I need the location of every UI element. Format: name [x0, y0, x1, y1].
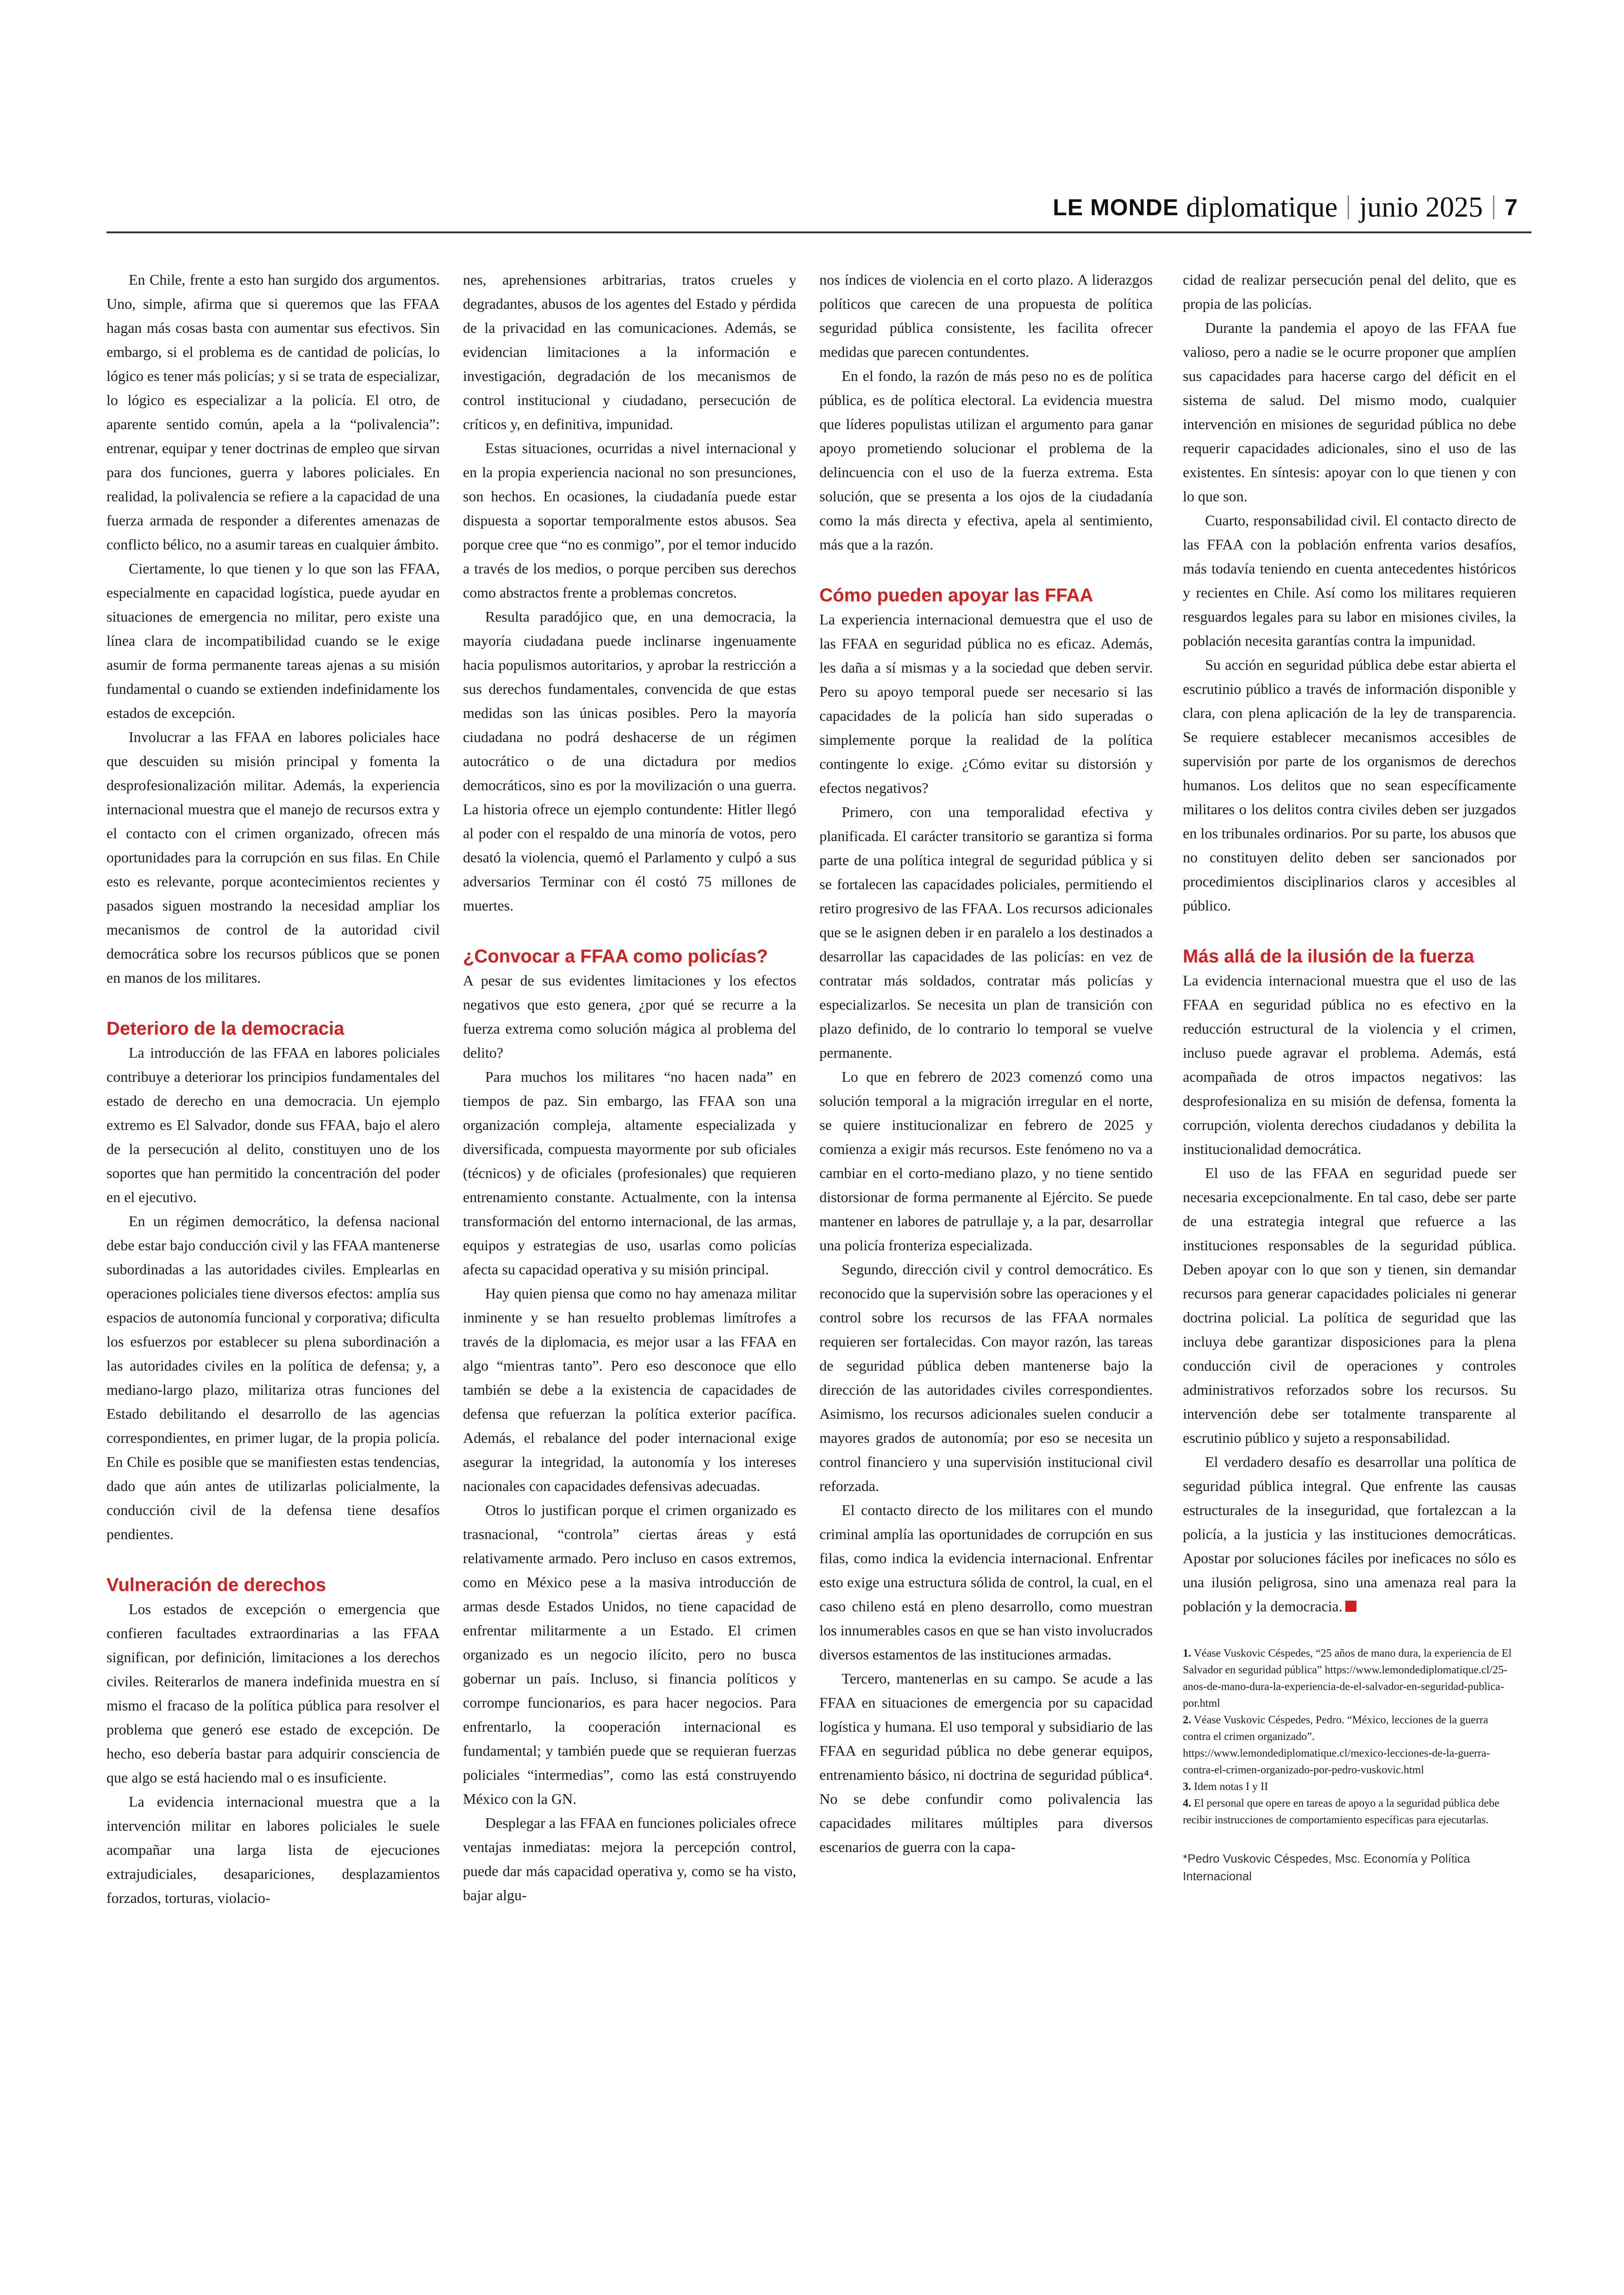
paragraph-text: La introducción de las FFAA en labores policiales contribuye a deteriorar los principios fundamentales del estado de derecho en una democracia. Un ejemplo extremo es El Salvador, donde sus FFAA, bajo el alero de la persecución al delito, constituyen uno de los soportes que han permitido la concentración del poder en el ejecutivo. [106, 1044, 440, 1205]
paragraph [1183, 653, 1516, 917]
footnote-text: Véase Vuskovic Céspedes, Pedro. “México, lecciones de la guerra contra el crimen organizado”. https://www.lemondediplomatique.cl/mexico-lecciones-de-la-guerra-contra-el-crimen-organizado-por-pedro-vuskovic.html [1183, 1714, 1490, 1776]
paragraph [106, 1209, 440, 1546]
paragraph [819, 364, 1153, 556]
paragraph-text: Tercero, mantenerlas en su campo. Se acude a las FFAA en situaciones de emergencia por su capacidad logística y humana. El uso temporal y subsidiario de las FFAA en seguridad pública no debe generar equipos, entrenamiento básico, ni doctrina de seguridad pública⁴. No se debe confundir como polivalencia las capacidades militares múltiples para diversos escenarios de guerra con la capa- [819, 1670, 1153, 1855]
paragraph-text: La evidencia internacional muestra que a la intervención militar en labores policiales le suele acompañar una larga lista de ejecuciones extrajudiciales, desapariciones, desplazamientos forzados, torturas, violacio- [106, 1793, 440, 1906]
paragraph [463, 268, 796, 436]
paragraph [106, 1041, 440, 1209]
footnote [1183, 1778, 1516, 1795]
paragraph-text: Para muchos los militares “no hacen nada” en tiempos de paz. Sin embargo, las FFAA son una organización compleja, altamente especializada y diversificada, compuesta mayormente por sub oficiales (técnicos) y de oficiales (profesionales) que requieren entrenamiento constante. Actualmente, con la intensa transformación del entorno internacional, de las armas, equipos y estrategias de uso, usarlas como policías afecta su capacidad operativa y su misión principal. [463, 1068, 796, 1278]
paragraph-text: Primero, con una temporalidad efectiva y planificada. El carácter transitorio se garantiza si forma parte de una política integral de seguridad pública y si se fortalecen las capacidades policiales, permitiendo el retiro progresivo de las FFAA. Los recursos adicionales que se le asignen deben ir en paralelo a los destinados a desarrollar las capacidades de las policías: en vez de contratar más soldados, contratar más policías y especializarlos. Se necesita un plan de transición con plazo definido, de lo contrario lo temporal se vuelve permanente. [819, 804, 1153, 1061]
footnote-number: 2. [1183, 1714, 1191, 1726]
paragraph-text: La evidencia internacional muestra que el uso de las FFAA en seguridad pública no es efectivo en la reducción estructural de la violencia y el crimen, incluso puede agravar el problema. Además, está acompañada de otros impactos negativos: las desprofesionaliza en su misión de defensa, fomenta la corrupción, violenta derechos ciudadanos y debilita la institucionalidad democrática. [1183, 972, 1516, 1157]
paragraph [819, 1666, 1153, 1859]
paragraph-text: En Chile, frente a esto han surgido dos argumentos. Uno, simple, afirma que si queremos que las FFAA hagan más cosas basta con aumentar sus efectivos. Sin embargo, si el problema es de cantidad de policías, lo lógico es tener más policías; y si se trata de especializar, lo lógico es especializar a la policía. El otro, de aparente sentido común, apela a la “polivalencia”: entrenar, equipar y tener doctrinas de empleo que sirvan para dos funciones, guerra y labores policiales. En realidad, la polivalencia se refiere a la capacidad de una fuerza armada de responder a diferentes amenazas de conflicto bélico, no a asumir tareas en cualquier ámbito. [106, 271, 440, 553]
heading-text: Cómo pueden apoyar las FFAA [819, 585, 1093, 605]
paragraph [1183, 1450, 1516, 1618]
footnote [1183, 1645, 1516, 1712]
paragraph [819, 1498, 1153, 1666]
paragraph [106, 556, 440, 725]
section-heading [819, 583, 1153, 607]
paragraph-text: El verdadero desafío es desarrollar una política de seguridad pública integral. Que enfrente las causas estructurales de la inseguridad, que fortalezcan a la policía, a la justicia y las instituciones democráticas. Apostar por soluciones fáciles por ineficaces no sólo es una ilusión peligrosa, sino una amenaza real para la población y la democracia. [1183, 1453, 1516, 1615]
end-of-article-mark [1345, 1601, 1356, 1612]
footnote-number: 4. [1183, 1797, 1191, 1809]
paragraph-text: nes, aprehensiones arbitrarias, tratos crueles y degradantes, abusos de los agentes del Estado y pérdida de la privacidad en las comunicaciones. Además, se evidencian limitaciones a la información e investigación, degradación de los mecanismos de control institucional y ciudadano, persecución de críticos y, en definitiva, impunidad. [463, 271, 796, 432]
column-4-body [1183, 268, 1516, 1618]
section-heading [1183, 944, 1516, 968]
paragraph-text: Desplegar a las FFAA en funciones policiales ofrece ventajas inmediatas: mejora la percepción control, puede dar más capacidad operativa y, como se ha visto, bajar algu- [463, 1815, 796, 1903]
paragraph-text: Estas situaciones, ocurridas a nivel internacional y en la propia experiencia nacional no son presunciones, son hechos. En ocasiones, la ciudadanía puede estar dispuesta a soportar temporalmente estos abusos. Sea porque cree que “no es conmigo”, por el temor inducido a través de los medios, o porque perciben sus derechos como abstractos frente a problemas concretos. [463, 440, 796, 601]
article-column-3 [819, 268, 1153, 1859]
paragraph [106, 268, 440, 556]
paragraph [106, 1597, 440, 1790]
paragraph [1183, 508, 1516, 653]
paragraph-text: nos índices de violencia en el corto plazo. A liderazgos políticos que carecen de una propuesta de política seguridad pública consistente, les facilita ofrecer medidas que parecen contundentes. [819, 271, 1153, 360]
paragraph-text: A pesar de sus evidentes limitaciones y los efectos negativos que esto genera, ¿por qué se recurre a la fuerza extrema como solución mágica al problema del delito? [463, 972, 796, 1061]
header-separator [1493, 195, 1494, 219]
paragraph-text: cidad de realizar persecución penal del delito, que es propia de las policías. [1183, 271, 1516, 312]
article-column-1 [106, 268, 440, 1910]
paragraph [463, 968, 796, 1065]
heading-text: Vulneración de derechos [106, 1575, 326, 1595]
paragraph [819, 268, 1153, 364]
paragraph-text: La experiencia internacional demuestra que el uso de las FFAA en seguridad pública no es eficaz. Además, les daña a sí mismas y a la sociedad que deben servir. Pero su apoyo temporal puede ser necesario si las capacidades de la policía han sido superadas o simplemente porque la realidad de la política contingente lo exige. ¿Cómo evitar su distorsión y efectos negativos? [819, 611, 1153, 796]
paragraph-text: Involucrar a las FFAA en labores policiales hace que descuiden su misión principal y fomenta la desprofesionalización militar. Además, la experiencia internacional muestra que el manejo de recursos extra y el contacto con el crimen organizado, ofrecen más oportunidades para la corrupción en sus filas. En Chile esto es relevante, porque acontecimientos recientes y pasados siguen mostrando la necesidad ampliar los mecanismos de control de la autoridad civil democrática sobre los recursos públicos que se ponen en manos de los militares. [106, 729, 440, 986]
author-note: *Pedro Vuskovic Céspedes, Msc. Economía y Política Internacional [1183, 1852, 1470, 1883]
footnote-number: 3. [1183, 1781, 1191, 1793]
paragraph [463, 1065, 796, 1281]
paragraph-text: El uso de las FFAA en seguridad puede ser necesaria excepcionalmente. En tal caso, debe ser parte de una estrategia integral que refuerce a las instituciones responsables de la seguridad pública. Deben apoyar con lo que son y tienen, sin demandar recursos para generar capacidades policiales ni generar doctrina policial. La política de seguridad que las incluya debe garantizar disposiciones para la plena conducción civil de operaciones y controles administrativos reforzados sobre los recursos. Su intervención debe ser totalmente transparente al escrutinio público y sujeto a responsabilidad. [1183, 1165, 1516, 1446]
page-number: 7 [1505, 194, 1518, 220]
section-heading [106, 1573, 440, 1597]
article-column-2 [463, 268, 796, 1907]
footnote-number: 1. [1183, 1647, 1191, 1659]
page-header [1053, 189, 1518, 226]
paragraph [1183, 316, 1516, 508]
footnote-text: Idem notas I y II [1194, 1781, 1268, 1793]
article-column-4 [1183, 268, 1516, 1885]
issue-date: junio 2025 [1359, 191, 1483, 223]
heading-text: ¿Convocar a FFAA como policías? [463, 946, 768, 967]
paragraph-text: Hay quien piensa que como no hay amenaza militar inminente y se han resuelto problemas limítrofes a través de la diplomacia, es mejor usar a las FFAA en algo “mientras tanto”. Pero eso desconoce que ello también se debe a la existencia de capacidades de defensa que refuerzan la política exterior pacífica. Además, el rebalance del poder internacional exige asegurar la integridad, la autonomía y los intereses nacionales con capacidades defensivas adecuadas. [463, 1285, 796, 1494]
footnotes [1183, 1645, 1516, 1828]
paragraph [463, 1811, 796, 1907]
paragraph-text: Durante la pandemia el apoyo de las FFAA fue valioso, pero a nadie se le ocurre proponer que amplíen sus capacidades para hacerse cargo del déficit en el sistema de salud. Del mismo modo, cualquier intervención en misiones de seguridad pública no debe requerir capacidades adicionales, sino el uso de las existentes. En síntesis: apoyar con lo que tienen y con lo que son. [1183, 319, 1516, 505]
brand-name: LE MONDE [1053, 194, 1179, 220]
paragraph [463, 1498, 796, 1811]
paragraph-text: Los estados de excepción o emergencia que confieren facultades extraordinarias a las FFAA significan, por definición, limitaciones a los derechos civiles. Reiterarlos de manera indefinida muestra en sí mismo el fracaso de la política pública para resolver el problema que generó ese estado de excepción. De hecho, eso debería bastar para adquirir consciencia de que algo se está haciendo mal o es insuficiente. [106, 1601, 440, 1786]
brand-subtitle: diplomatique [1186, 191, 1338, 223]
paragraph [463, 436, 796, 605]
paragraph-text: Su acción en seguridad pública debe estar abierta el escrutinio público a través de información disponible y clara, con plena aplicación de la ley de transparencia. Se requiere establecer mecanismos accesibles de supervisión por parte de los organismos de derechos humanos. Los delitos que no sean específicamente militares o los delitos contra civiles deben ser juzgados en los tribunales ordinarios. Por su parte, los abusos que no constituyen delito deben ser sancionados por procedimientos disciplinarios claros y accesibles al público. [1183, 656, 1516, 914]
paragraph [819, 800, 1153, 1065]
section-heading [106, 1017, 440, 1041]
footnote [1183, 1795, 1516, 1828]
paragraph [463, 605, 796, 917]
paragraph [106, 725, 440, 990]
paragraph-text: Otros lo justifican porque el crimen organizado es trasnacional, “controla” ciertas áreas y está relativamente armado. Pero incluso en casos extremos, como en México pese a la masiva introducción de armas desde Estados Unidos, no tiene capacidad de enfrentar militarmente a un Estado. El crimen organizado es un negocio ilícito, pero no busca gobernar un país. Incluso, si financia políticos y corrompe funcionarios, es para hacer negocios. Para enfrentarlo, la cooperación internacional es fundamental; y también puede que se requieran fuerzas policiales “intermedias”, como las está construyendo México con la GN. [463, 1502, 796, 1807]
paragraph [1183, 268, 1516, 316]
header-separator [1348, 195, 1349, 219]
paragraph-text: En un régimen democrático, la defensa nacional debe estar bajo conducción civil y las FFAA mantenerse subordinadas a las autoridades civiles. Emplearlas en operaciones policiales tiene diversos efectos: amplía sus espacios de autonomía funcional y corporativa; dificulta los esfuerzos por establecer su plena subordinación a las autoridades civiles en la política de defensa; y, a mediano-largo plazo, militariza otras funciones del Estado debilitando el desarrollo de las agencias correspondientes, en primer lugar, de la propia policía. En Chile es posible que se manifiesten estas tendencias, dado que aún antes de utilizarlas policialmente, la conducción civil de la defensa tiene desafíos pendientes. [106, 1213, 440, 1542]
paragraph-text: Cuarto, responsabilidad civil. El contacto directo de las FFAA con la población enfrenta varios desafíos, más todavía teniendo en cuenta antecedentes históricos y recientes en Chile. Así como los militares requieren resguardos legales para su labor en misiones civiles, la población necesita garantías contra la impunidad. [1183, 512, 1516, 649]
section-heading [463, 944, 796, 968]
paragraph-text: En el fondo, la razón de más peso no es de política pública, es de política electoral. La evidencia muestra que líderes populistas utilizan el argumento para ganar apoyo prometiendo solucionar el problema de la delincuencia con el uso de la fuerza extrema. Esta solución, que se presenta a los ojos de la ciudadanía como la más directa y efectiva, apela al sentimiento, más que a la razón. [819, 368, 1153, 553]
paragraph-text: Resulta paradójico que, en una democracia, la mayoría ciudadana puede inclinarse ingenuamente hacia populismos autoritarios, y aprobar la restricción a sus derechos fundamentales, convencida de que estas medidas son las únicas posibles. Pero la mayoría ciudadana no podrá deshacerse de un régimen autocrático o de una dictadura por medios democráticos, sino es por la movilización o una guerra. La historia ofrece un ejemplo contundente: Hitler llegó al poder con el respaldo de una minoría de votos, pero desató la violencia, quemó el Parlamento y culpó a sus adversarios Terminar con él costó 75 millones de muertes. [463, 608, 796, 914]
footnote-text: Véase Vuskovic Céspedes, “25 años de mano dura, la experiencia de El Salvador en seguridad pública” https://www.lemondediplomatique.cl/25-anos-de-mano-dura-la-experiencia-de-el-salvador-en-seguridad-publica-por.html [1183, 1647, 1512, 1709]
paragraph [463, 1281, 796, 1498]
heading-text: Más allá de la ilusión de la fuerza [1183, 946, 1474, 967]
paragraph [106, 1790, 440, 1910]
paragraph-text: Lo que en febrero de 2023 comenzó como una solución temporal a la migración irregular en el norte, se quiere institucionalizar en febrero de 2025 y comienza a exigir más recursos. Este fenómeno no va a cambiar en el corto-mediano plazo, y no tiene sentido distorsionar de forma permanente al Ejército. Se puede mantener en labores de patrullaje y, a la par, desarrollar una policía fronteriza especializada. [819, 1068, 1153, 1254]
header-rule [106, 231, 1531, 233]
paragraph-text: Segundo, dirección civil y control democrático. Es reconocido que la supervisión sobre las operaciones y el control sobre los recursos de las FFAA normales requieren ser fortalecidas. Con mayor razón, las tareas de seguridad pública deben mantenerse bajo la dirección de las autoridades civiles correspondientes. Asimismo, los recursos adicionales suelen conducir a mayores grados de autonomía; por eso se necesita un control financiero y una supervisión institucional civil reforzada. [819, 1261, 1153, 1494]
paragraph [819, 1257, 1153, 1498]
paragraph-text: El contacto directo de los militares con el mundo criminal amplía las oportunidades de corrupción en sus filas, como indica la evidencia internacional. Enfrentar esto exige una estructura sólida de control, la cual, en el caso chileno está en pleno desarrollo, como muestran los innumerables casos en que se han visto involucrados diversos estamentos de las instituciones armadas. [819, 1502, 1153, 1663]
footnote-text: El personal que opere en tareas de apoyo a la seguridad pública debe recibir instrucciones de comportamiento específicas para ejecutarlas. [1183, 1797, 1499, 1826]
footnote [1183, 1712, 1516, 1778]
paragraph [1183, 1161, 1516, 1450]
paragraph [819, 1065, 1153, 1257]
heading-text: Deterioro de la democracia [106, 1018, 344, 1039]
paragraph [819, 607, 1153, 800]
paragraph-text: Ciertamente, lo que tienen y lo que son las FFAA, especialmente en capacidad logística, puede ayudar en situaciones de emergencia no militar, pero existe una línea clara de incompatibilidad cuando se le exige asumir de forma permanente tareas ajenas a su misión fundamental o cuando se extienden indefinidamente los estados de excepción. [106, 560, 440, 721]
paragraph [1183, 968, 1516, 1161]
